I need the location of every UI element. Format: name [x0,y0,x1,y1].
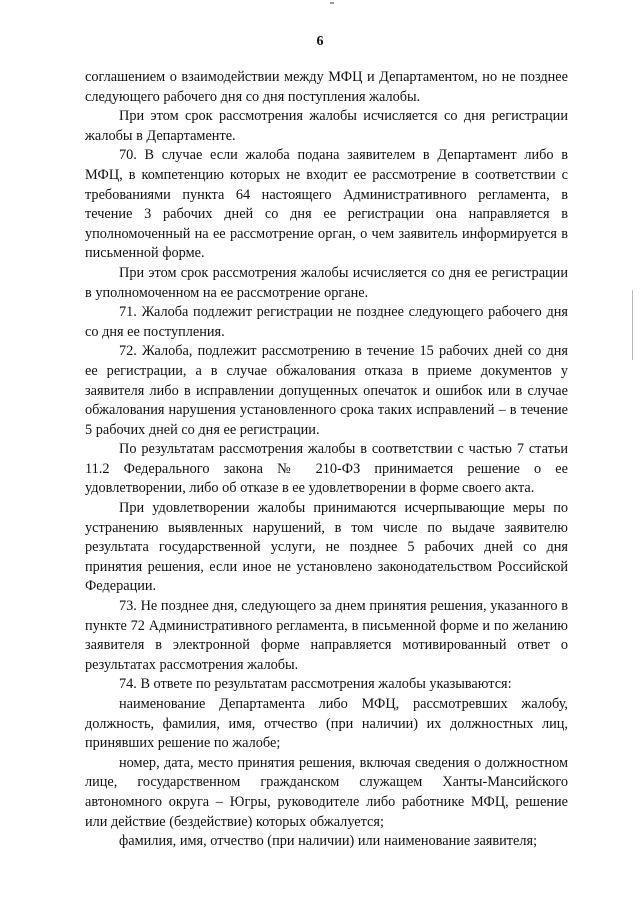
document-body [85,68,568,852]
list-item-department-name: наименование Департамента либо МФЦ, рассмотревших жалобу, должность, фамилия, имя, отчество (при наличии) их должностных лиц, принявших решение по жалобе; [85,696,568,752]
paragraph-71: 71. Жалоба подлежит регистрации не позднее следующего рабочего дня со дня ее поступления. [85,304,568,340]
paragraph-decision: По результатам рассмотрения жалобы в соответствии с частью 7 статьи 11.2 Федерального закона № 210-ФЗ принимается решение о ее удовлетворении, либо об отказе в ее удовлетворении в форме своего акта. [85,441,568,497]
list-item-decision-details: номер, дата, место принятия решения, включая сведения о должностном лице, государственном гражданском служащем Ханты-Мансийского автономного округа – Югры, руководителе либо работнике МФЦ, решение или действие (бездействие) которых обжалуется; [85,754,568,830]
paragraph-continuation: соглашением о взаимодействии между МФЦ и Департаментом, но не позднее следующего рабочего дня со дня поступления жалобы. [85,69,568,105]
scan-artifact [330,2,334,4]
scan-artifact [632,290,633,360]
list-item-applicant-name: фамилия, имя, отчество (при наличии) или наименование заявителя; [119,833,538,850]
paragraph-satisfaction-measures: При удовлетворении жалобы принимаются исчерпывающие меры по устранению выявленных нарушений, в том числе по выдаче заявителю результата государственной услуги, не позднее 5 рабочих дней со дня принятия решения, если иное не установлено законодательством Российской Федерации. [85,500,568,595]
paragraph-70: 70. В случае если жалоба подана заявителем в Департамент либо в МФЦ, в компетенцию которых не входит ее рассмотрение в соответствии с требованиями пункта 64 настоящего Административного регламента, в течение 3 рабочих дней со дня ее регистрации она направляется в уполномоченный на ее рассмотрение орган, о чем заявитель информируется в письменной форме. [85,147,568,262]
paragraph-72: 72. Жалоба, подлежит рассмотрению в течение 15 рабочих дней со дня ее регистрации, а в случае обжалования отказа в приеме документов у заявителя либо в исправлении допущенных опечаток и ошибок или в случае обжалования нарушения установленного срока таких исправлений – в течение 5 рабочих дней со дня ее регистрации. [85,343,568,438]
page-number: 6 [316,34,324,49]
paragraph-deadline-authorized-body: При этом срок рассмотрения жалобы исчисляется со дня ее регистрации в уполномоченном на ее рассмотрение органе. [85,264,568,301]
paragraph-deadline-department: При этом срок рассмотрения жалобы исчисляется со дня регистрации жалобы в Департаменте. [85,108,568,144]
paragraph-73: 73. Не позднее дня, следующего за днем принятия решения, указанного в пункте 72 Административного регламента, в письменной форме и по желанию заявителя в электронной форме направляется мотивированный ответ о результатах рассмотрения жалобы. [85,598,568,673]
paragraph-74: 74. В ответе по результатам рассмотрения жалобы указываются: [119,676,512,693]
